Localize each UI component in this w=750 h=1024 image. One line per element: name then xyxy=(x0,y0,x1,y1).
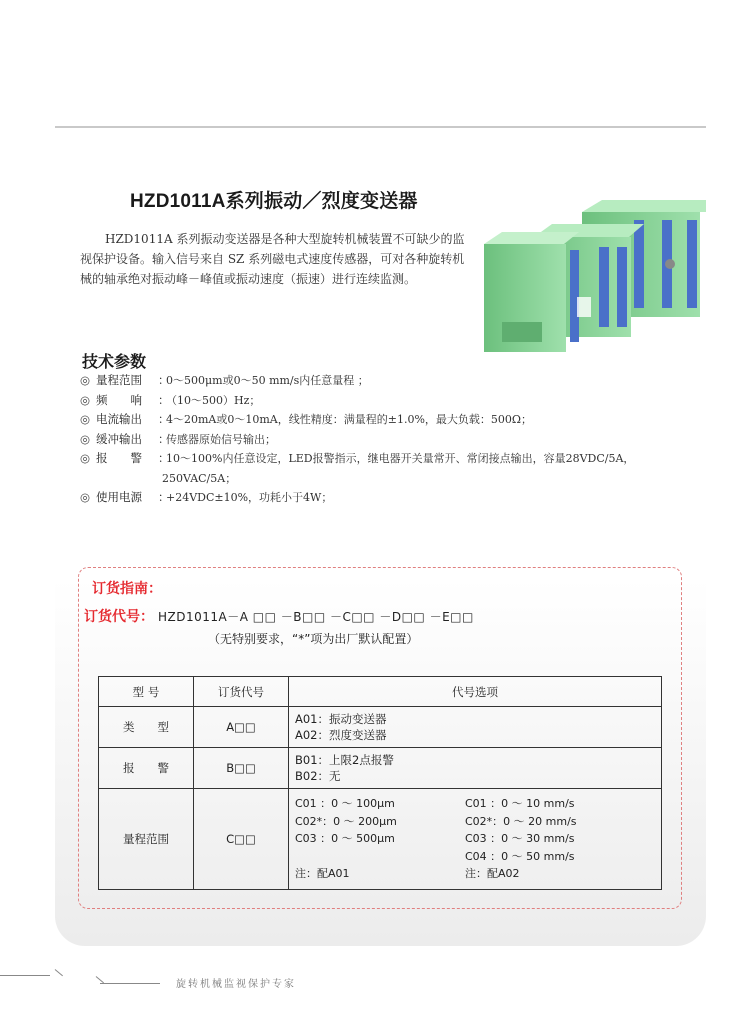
bullet-icon: ◎ xyxy=(80,412,91,426)
option: B02：无 xyxy=(295,769,341,783)
bullet-icon: ◎ xyxy=(80,373,91,387)
spec-value: （10～500）Hz； xyxy=(166,393,261,407)
option: C02*：0 ～ 200μm xyxy=(295,814,397,828)
row-type: 报 警 xyxy=(99,748,194,789)
option: C03 ：0 ～ 30 mm/s xyxy=(465,832,575,846)
row-options xyxy=(289,789,662,890)
spec-value: 4～20mA或0～10mA，线性精度：满量程的±1.0%，最大负载：500Ω； xyxy=(166,413,533,426)
footer-slogan: 旋转机械监视保护专家 xyxy=(176,979,296,990)
spec-label: 电流输出 xyxy=(96,412,142,426)
option: C01 ：0 ～ 10 mm/s xyxy=(465,797,575,811)
row-options xyxy=(289,707,662,748)
footer-rule xyxy=(100,983,160,984)
options-left-column xyxy=(295,795,465,883)
specs-list xyxy=(80,371,700,507)
table-row xyxy=(99,789,662,890)
spec-buffer-output: ◎ 缓冲输出 ： 传感器原始信号输出； xyxy=(80,430,700,450)
spec-label: 报 警 xyxy=(96,451,142,465)
row-code: B□□ xyxy=(194,748,289,789)
option: C02*：0 ～ 20 mm/s xyxy=(465,814,577,828)
spec-value: 传感器原始信号输出； xyxy=(166,432,276,446)
bullet-icon: ◎ xyxy=(80,431,91,446)
bullet-icon: ◎ xyxy=(80,392,91,407)
option: A01：振动变送器 xyxy=(295,712,387,726)
header-order-code: 订货代号 xyxy=(194,677,289,707)
table-row xyxy=(99,707,662,748)
options-right-column xyxy=(465,795,635,883)
option: C01 ：0 ～ 100μm xyxy=(295,797,395,811)
spec-alarm: ◎ 报 警 ： 10～100%内任意设定，LED报警指示，继电器开关量常开、常闭接点输出，容量28VDC/5A， xyxy=(80,449,700,469)
order-code-label: 订货代号： xyxy=(84,609,154,625)
spec-value: +24VDC±10%，功耗小于4W； xyxy=(166,490,333,504)
option: C04 ：0 ～ 50 mm/s xyxy=(465,849,575,863)
order-code-line xyxy=(84,606,474,626)
intro-text: HZD1011A 系列振动变送器是各种大型旋转机械装置不可缺少的监视保护设备。输入信号来自 SZ 系列磁电式速度传感器，可对各种旋转机械的轴承绝对振动峰－峰值或振动速度（振速）进行连续监测。 xyxy=(80,232,465,286)
option: A02：烈度变送器 xyxy=(295,728,387,742)
header-model: 型 号 xyxy=(99,677,194,707)
order-options-table xyxy=(98,676,662,890)
spec-range: ◎ 量程范围 ： 0～500μm或0～50 mm/s内任意量程 ； xyxy=(80,371,700,391)
table-row xyxy=(99,748,662,789)
option-note: 注：配A02 xyxy=(465,867,520,881)
row-options xyxy=(289,748,662,789)
option-note: 注：配A01 xyxy=(295,867,350,881)
spec-current-output: ◎ 电流输出 ： 4～20mA或0～10mA，线性精度：满量程的±1.0%，最大负载：500Ω； xyxy=(80,410,700,430)
table-header-row xyxy=(99,677,662,707)
footer-rule xyxy=(55,969,63,976)
order-note: （无特别要求，“*”项为出厂默认配置） xyxy=(208,632,419,646)
row-code: C□□ xyxy=(194,789,289,890)
header-options: 代号选项 xyxy=(289,677,662,707)
spec-value: 0～500μm或0～50 mm/s内任意量程 ； xyxy=(166,374,369,387)
spec-power: ◎ 使用电源 ： +24VDC±10%，功耗小于4W； xyxy=(80,488,700,508)
intro-paragraph xyxy=(80,229,475,289)
specs-title: 技术参数 xyxy=(82,352,147,371)
page-title: HZD1011A系列振动／烈度变送器 xyxy=(130,191,418,212)
order-guide-title: 订货指南： xyxy=(92,581,162,597)
row-type: 量程范围 xyxy=(99,789,194,890)
product-image xyxy=(484,192,706,357)
row-type: 类 型 xyxy=(99,707,194,748)
spec-label: 缓冲输出 xyxy=(96,431,142,446)
order-code: HZD1011A－A □□ －B□□ －C□□ －D□□ －E□□ xyxy=(158,610,474,624)
option xyxy=(295,848,465,866)
footer-rule xyxy=(0,975,50,976)
spec-value: 10～100%内任意设定，LED报警指示，继电器开关量常开、常闭接点输出，容量28VDC/5A， xyxy=(166,452,635,465)
option: C03 ：0 ～ 500μm xyxy=(295,832,395,846)
spec-label: 频 响 xyxy=(96,392,142,407)
spec-alarm-continued: 250VAC/5A； xyxy=(162,471,237,485)
row-code: A□□ xyxy=(194,707,289,748)
option: B01：上限2点报警 xyxy=(295,753,394,767)
bullet-icon: ◎ xyxy=(80,489,91,504)
bullet-icon: ◎ xyxy=(80,451,91,465)
spec-label: 使用电源 xyxy=(96,489,142,504)
spec-frequency: ◎ 频 响 ： （10～500）Hz； xyxy=(80,391,700,411)
spec-label: 量程范围 xyxy=(96,373,142,387)
